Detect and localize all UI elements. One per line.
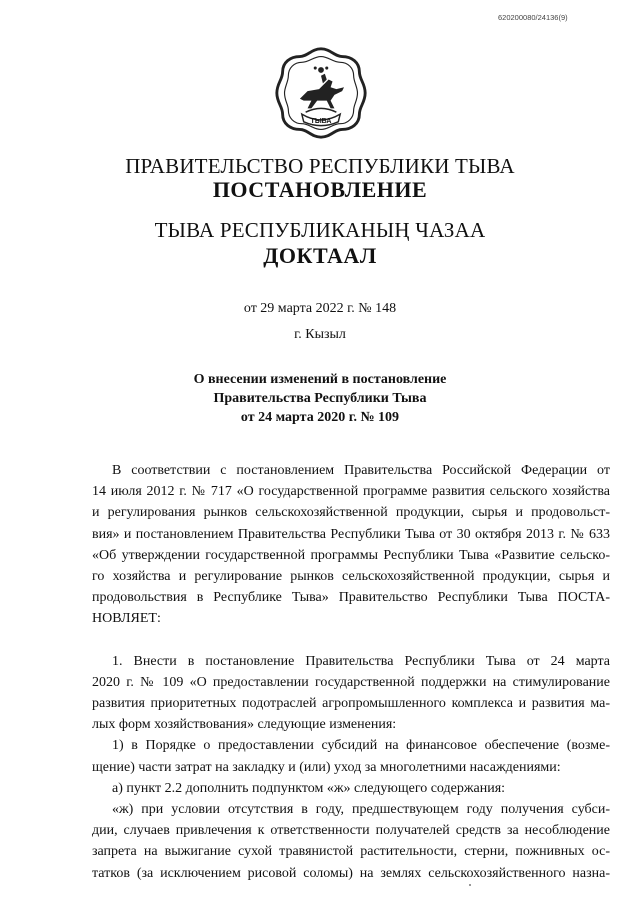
text-line: лых форм хозяйствования» следующие изменения: — [92, 717, 397, 733]
title-line: Правительства Республики Тыва — [213, 391, 427, 406]
text-line: 2020 г. № 109 «О предоставлении государственной поддержки на стимулирование — [92, 674, 610, 690]
text-line: В соответствии с постановлением Правительства Российской Федерации от — [112, 463, 610, 478]
title-line: О внесении изменений в постановление — [193, 372, 447, 387]
text-line: 1) в Порядке о предоставлении субсидий на финансовое обеспечение (возме- — [112, 738, 610, 754]
paragraph-item-1 — [92, 651, 610, 736]
emblem-label: ТЫВА — [310, 118, 332, 125]
organization-name-tyv: ТЫВА РЕСПУБЛИКАНЫҢ ЧАЗАА — [154, 218, 486, 242]
text-line: 1. Внести в постановление Правительства Республики Тыва от 24 марта — [112, 653, 610, 669]
text-line: татков (за исключением рисовой соломы) на землях сельскохозяйственного назна- — [92, 865, 610, 881]
document-type-ru: ПОСТАНОВЛЕНИЕ — [212, 177, 428, 202]
paragraph-quote-zh — [92, 799, 610, 884]
text-line: щение) части затрат на закладку и (или) уход за многолетними насаждениями: — [92, 759, 561, 775]
document-code: 620200080/24136(9) — [498, 13, 568, 22]
organization-name-ru: ПРАВИТЕЛЬСТВО РЕСПУБЛИКИ ТЫВА — [125, 154, 515, 178]
text-line: продовольствия в Республике Тыва» Правительство Республики Тыва ПОСТА- — [92, 590, 610, 606]
text-line: го хозяйства и регулирование рынков сельскохозяйственной продукции, сырья и — [92, 569, 610, 585]
document-title — [0, 370, 640, 427]
text-line: 14 июля 2012 г. № 717 «О государственной программе развития сельского хозяйства — [92, 484, 610, 500]
title-line: от 24 марта 2020 г. № 109 — [240, 410, 400, 425]
document-date-number: от 29 марта 2022 г. № 148 — [243, 301, 397, 316]
paragraph-subitem-1 — [92, 735, 610, 777]
paragraph-preamble — [92, 460, 610, 630]
text-line: НОВЛЯЕТ: — [92, 611, 161, 627]
text-line: развития приоритетных подотраслей агропромышленного комплекса и развития ма- — [92, 696, 610, 712]
text-line: «ж) при условии отсутствия в году, предшествующем году получения субси- — [112, 802, 610, 818]
text-line: запрета на выжигание сухой травянистой растительности, стерни, пожнивных ос- — [92, 844, 610, 860]
text-line: вия» и постановлением Правительства Республики Тыва от 30 октября 2013 г. № 633 — [92, 526, 610, 542]
document-body — [92, 460, 610, 884]
paragraph-subitem-a — [92, 778, 610, 799]
text-line: и регулирования рынков сельскохозяйственной продукции, сырья и продовольст- — [92, 505, 610, 521]
text-line: дии, случаев привлечения к ответственности получателей средств за несоблюдение — [92, 823, 610, 839]
text-line: а) пункт 2.2 дополнить подпунктом «ж» следующего содержания: — [112, 780, 506, 796]
document-type-tyv: ДОКТААЛ — [263, 243, 377, 268]
scan-speck — [469, 884, 471, 886]
coat-of-arms-emblem — [273, 45, 369, 141]
document-city: г. Кызыл — [294, 327, 346, 342]
text-line: «Об утверждении государственной программы Республики Тыва «Развитие сельско- — [92, 547, 610, 563]
